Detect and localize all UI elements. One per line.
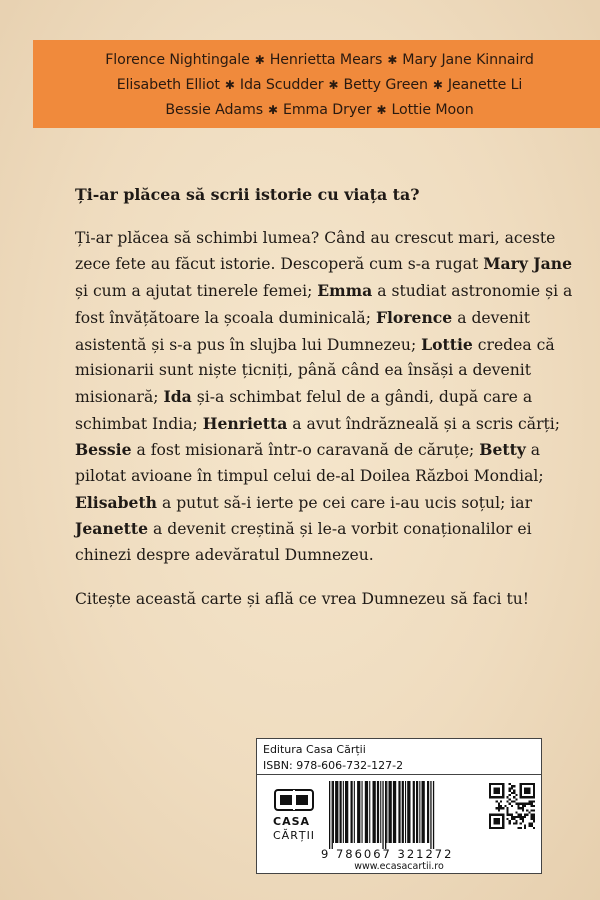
qr-module (528, 801, 530, 803)
person-name: Emma Dryer (282, 102, 372, 118)
text-run: a studiat astronomie și a fost învățătoare la școala duminicală; (75, 282, 573, 327)
qr-module (504, 805, 506, 807)
qr-module (507, 818, 509, 820)
qr-module (528, 811, 530, 813)
qr-module (498, 803, 500, 805)
qr-module (520, 816, 522, 818)
text-run: credea că misionarii sunt niște țicniți, până când ea însăși a devenit misionară; (75, 335, 555, 406)
qr-module (515, 822, 517, 824)
highlighted-name: Florence (375, 307, 453, 327)
qr-module (515, 803, 517, 805)
person-name: Betty Green (343, 77, 428, 93)
highlighted-name: Ida (163, 386, 192, 406)
headline-question: Ți-ar plăcea să scrii istorie cu viața ta? (75, 185, 420, 204)
qr-module (528, 803, 530, 805)
person-name: Elisabeth Elliot (116, 77, 220, 93)
qr-module (507, 809, 509, 811)
qr-module (531, 801, 533, 803)
barcode-bar (398, 781, 400, 843)
qr-module (524, 827, 526, 829)
barcode-bar (385, 781, 386, 849)
text-run: a avut îndrăzneală și a scris cărți; (287, 414, 561, 433)
qr-module (509, 783, 511, 785)
qr-module (517, 803, 519, 805)
divider (257, 774, 541, 775)
barcode-bar (329, 781, 330, 849)
qr-module (513, 796, 515, 798)
qr-module (524, 816, 526, 818)
barcode-bar (373, 781, 376, 843)
person-name: Henrietta Mears (269, 52, 383, 68)
logo-text-casa: CASA (273, 815, 311, 828)
qr-module (507, 796, 509, 798)
barcode-bar (345, 781, 348, 843)
qr-module (509, 822, 511, 824)
qr-module (533, 814, 535, 816)
qr-module (533, 805, 535, 807)
highlighted-name: Bessie (75, 440, 132, 460)
qr-module (524, 803, 526, 805)
barcode-bar (332, 781, 333, 849)
person-name: Jeanette Li (447, 77, 523, 93)
barcode-bar (340, 781, 342, 843)
text-run: Ți-ar plăcea să schimbi lumea? Când au crescut mari, aceste zece fete au făcut istorie. Descoperă cum s-a rugat (75, 228, 556, 274)
qr-module (526, 803, 528, 805)
barcode-bar (405, 781, 406, 843)
person-name: Mary Jane Kinnaird (402, 52, 534, 68)
qr-module (511, 785, 513, 787)
barcode-bar (433, 781, 434, 849)
qr-module (496, 801, 498, 803)
qr-module (513, 790, 515, 792)
barcode-bar (430, 781, 431, 849)
star-separator-icon: ✱ (224, 78, 235, 92)
qr-module (533, 816, 535, 818)
barcode-bar (357, 781, 360, 843)
barcode-bar (422, 781, 425, 843)
names-banner (33, 40, 600, 128)
qr-module (531, 803, 533, 805)
qr-module (498, 807, 500, 809)
qr-module (522, 803, 524, 805)
barcode-bar (333, 781, 334, 843)
barcode-bar (365, 781, 368, 843)
highlighted-name: Betty (479, 440, 526, 460)
website-url: www.ecasacartii.ro (354, 861, 444, 872)
qr-module (509, 820, 511, 822)
person-name: Ida Scudder (239, 77, 324, 93)
text-run: a devenit asistentă și s-a pus în slujba lui Dumnezeu; (75, 308, 530, 354)
qr-module (511, 814, 513, 816)
qr-module (500, 805, 502, 807)
qr-module (509, 794, 511, 796)
qr-module (531, 822, 533, 824)
qr-module (531, 818, 533, 820)
qr-module (520, 822, 522, 824)
qr-module (513, 818, 515, 820)
qr-module (509, 790, 511, 792)
qr-module (524, 825, 526, 827)
text-run: a fost misionară într-o caravană de căruțe; (131, 441, 480, 460)
qr-module (502, 807, 504, 809)
isbn-text: ISBN: 978-606-732-127-2 (263, 759, 404, 772)
back-cover-text (75, 182, 580, 613)
text-run: și cum a ajutat tinerele femei; (75, 282, 318, 301)
qr-module (533, 809, 535, 811)
qr-module (524, 805, 526, 807)
barcode-bar (416, 781, 418, 843)
qr-module (496, 807, 498, 809)
highlighted-name: Henrietta (202, 413, 288, 433)
qr-module (517, 805, 519, 807)
qr-module (509, 787, 511, 789)
barcode-bar (402, 781, 404, 843)
qr-module (500, 801, 502, 803)
description-paragraph (75, 226, 580, 569)
qr-module (515, 794, 517, 796)
qr-module (511, 801, 513, 803)
highlighted-name: Emma (317, 281, 373, 301)
qr-module (498, 805, 500, 807)
highlighted-name: Elisabeth (75, 492, 157, 512)
qr-module (533, 801, 535, 803)
qr-module (533, 818, 535, 820)
qr-module (515, 811, 517, 813)
qr-module (522, 820, 524, 822)
qr-module (507, 807, 509, 809)
qr-module (515, 820, 517, 822)
qr-module (531, 814, 533, 816)
star-separator-icon: ✱ (376, 103, 387, 117)
qr-module (507, 814, 509, 816)
qr-module (511, 816, 513, 818)
text-run: a putut să-i ierte pe cei care i-au ucis soțul; iar (156, 493, 533, 512)
banner-line (49, 73, 590, 98)
qr-module (520, 807, 522, 809)
barcode-bar (386, 781, 387, 843)
banner-line (49, 48, 590, 73)
qr-module (517, 816, 519, 818)
qr-module (531, 805, 533, 807)
qr-module (515, 816, 517, 818)
qr-module (524, 814, 526, 816)
star-separator-icon: ✱ (267, 103, 278, 117)
qr-module (531, 809, 533, 811)
barcode-digits: 9 786067 321272 (321, 847, 454, 861)
qr-module (520, 827, 522, 829)
book-logo-icon (271, 787, 317, 813)
qr-module (524, 787, 531, 794)
qr-module (509, 803, 511, 805)
qr-module (515, 798, 517, 800)
barcode-bar (389, 781, 392, 843)
barcode-bar (427, 781, 429, 843)
qr-module (493, 787, 500, 794)
closing-sentence: Citește această carte și află ce vrea Dumnezeu să faci tu! (75, 589, 530, 608)
qr-module (513, 816, 515, 818)
qr-module (522, 816, 524, 818)
qr-module (511, 787, 513, 789)
barcode-bar (380, 781, 381, 843)
barcode-bar (382, 781, 383, 849)
qr-module (531, 825, 533, 827)
qr-module (522, 809, 524, 811)
qr-module (522, 818, 524, 820)
qr-module (498, 809, 500, 811)
highlighted-name: Lottie (421, 334, 473, 354)
qr-module (526, 809, 528, 811)
qr-module (522, 805, 524, 807)
qr-module (520, 818, 522, 820)
barcode-bar (343, 781, 344, 843)
barcode-bar (407, 781, 410, 843)
logo-text-cartii: CĂRȚII (273, 829, 316, 842)
barcode-bar (369, 781, 370, 843)
person-name: Florence Nightingale (105, 52, 250, 68)
qr-module (528, 822, 530, 824)
qr-module (533, 820, 535, 822)
person-name: Bessie Adams (165, 102, 263, 118)
qr-module (533, 827, 535, 829)
qr-module (507, 811, 509, 813)
publisher-name: Editura Casa Cărții (263, 743, 366, 756)
qr-module (513, 785, 515, 787)
qr-module (520, 814, 522, 816)
star-separator-icon: ✱ (432, 78, 443, 92)
qr-module (531, 816, 533, 818)
banner-line (49, 98, 590, 123)
qr-module (517, 814, 519, 816)
barcode-bar (393, 781, 396, 843)
star-separator-icon: ✱ (387, 53, 398, 67)
qr-module (517, 807, 519, 809)
qr-module (526, 814, 528, 816)
qr-module (500, 807, 502, 809)
qr-module (509, 798, 511, 800)
barcode-bar (335, 781, 338, 843)
qr-module (513, 822, 515, 824)
barcode-box (256, 738, 542, 874)
qr-code-icon (489, 783, 535, 829)
qr-module (517, 827, 519, 829)
qr-module (511, 792, 513, 794)
qr-module (520, 803, 522, 805)
text-run: a pilotat avioane în timpul celui de-al Doilea Război Mondial; (75, 441, 544, 486)
text-run: a devenit creștină și le-a vorbit conaționalilor ei chinezi despre adevăratul Dumnezeu. (75, 520, 532, 565)
publisher-logo (267, 787, 323, 847)
highlighted-name: Jeanette (75, 519, 148, 539)
qr-module (511, 818, 513, 820)
highlighted-name: Mary Jane (483, 254, 573, 274)
qr-module (493, 818, 500, 825)
barcode-bar (354, 781, 355, 843)
star-separator-icon: ✱ (328, 78, 339, 92)
barcode-bar (351, 781, 353, 843)
barcode-bar (419, 781, 420, 843)
qr-module (511, 805, 513, 807)
barcode-bar (413, 781, 415, 843)
barcode-bar (362, 781, 363, 843)
qr-module (528, 825, 530, 827)
qr-module (522, 807, 524, 809)
qr-module (513, 801, 515, 803)
person-name: Lottie Moon (391, 102, 474, 118)
qr-module (513, 792, 515, 794)
qr-module (509, 814, 511, 816)
text-run: și-a schimbat felul de a gândi, după care a schimbat India; (75, 387, 533, 433)
barcode-bars (327, 781, 479, 849)
qr-module (507, 801, 509, 803)
star-separator-icon: ✱ (254, 53, 265, 67)
barcode-bar (377, 781, 379, 843)
